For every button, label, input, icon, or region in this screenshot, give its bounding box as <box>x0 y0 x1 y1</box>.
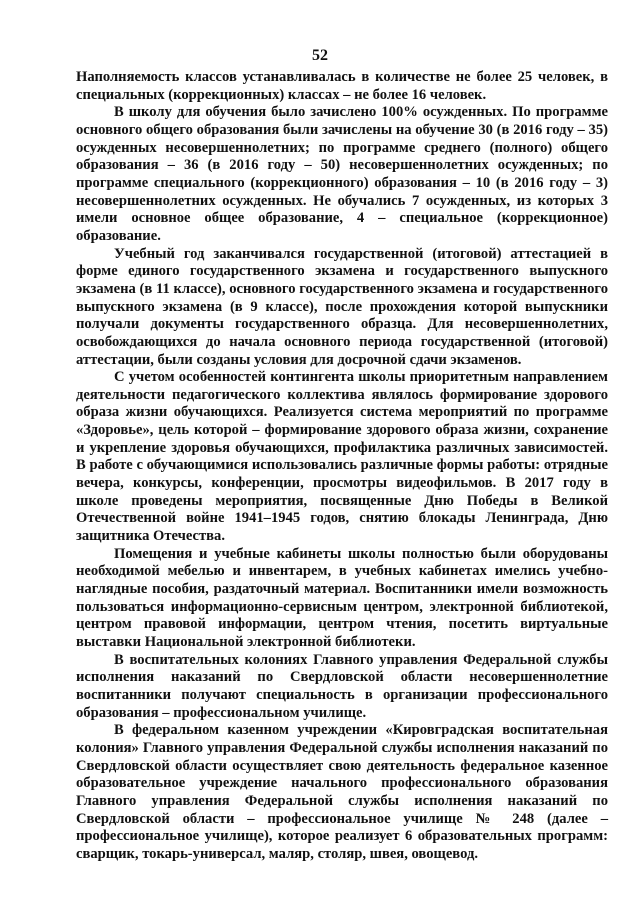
paragraph-vocational-training: В воспитательных колониях Главного управления Федеральной службы исполнения наказаний по Свердловской области несовершеннолетние воспитанники получают специальность в организации профессионального образования – профессиональном училище. <box>76 651 608 721</box>
paragraph-kirovgrad-colony: В федеральном казенном учреждении «Кировградская воспитательная колония» Главного управления Федеральной службы исполнения наказаний по Свердловской области осуществляет свою деятельность федеральное казенное образовательное учреждение начального профессионального образования Главного управления Федеральной службы исполнения наказаний по Свердловской области – профессиональное училище № 248 (далее – профессиональное училище), которое реализует 6 образовательных программ: сварщик, токарь-универсал, маляр, столяр, швея, овощевод. <box>76 722 608 862</box>
document-body <box>76 69 608 864</box>
paragraph-attestation: Учебный год заканчивался государственной (итоговой) аттестацией в форме единого государственного экзамена и государственного выпускного экзамена (в 11 классе), основного государственного экзамена и государственного выпускного экзамена (в 9 классе), после прохождения которой выпускники получали документы государственного образца. Для несовершеннолетних, освобождающихся до начала основного периода государственной (итоговой) аттестации, были созданы условия для досрочной сдачи экзаменов. <box>76 245 608 368</box>
paragraph-class-size: Наполняемость классов устанавливалась в количестве не более 25 человек, в специальных (коррекционных) классах – не более 16 человек. <box>76 69 608 103</box>
page-number: 52 <box>312 47 328 64</box>
paragraph-enrollment: В школу для обучения было зачислено 100% осужденных. По программе основного общего образования были зачислены на обучение 30 (в 2016 году – 35) осужденных несовершеннолетних; по программе среднего (полного) общего образования – 36 (в 2016 году – 50) несовершеннолетних осужденных; по программе специального (коррекционного) образования – 10 (в 2016 году – 3) несовершеннолетних осужденных. Не обучались 7 осужденных, из которых 3 имели основное общее образование, 4 – специальное (коррекционное) образование. <box>76 104 608 244</box>
paragraph-healthy-lifestyle: С учетом особенностей контингента школы приоритетным направлением деятельности педагогического коллектива являлось формирование здорового образа жизни обучающихся. Реализуется система мероприятий по программе «Здоровье», цель которой – формирование здорового образа жизни, сохранение и укрепление здоровья обучающихся, профилактика различных зависимостей. В работе с обучающимися использовались различные формы работы: отрядные вечера, конкурсы, конференции, просмотры видеофильмов. В 2017 году в школе проведены мероприятия, посвященные Дню Победы в Великой Отечественной войне 1941–1945 годов, снятию блокады Ленинграда, Дню защитника Отечества. <box>76 369 608 545</box>
paragraph-classroom-equipment: Помещения и учебные кабинеты школы полностью были оборудованы необходимой мебелью и инвентарем, в учебных кабинетах имелись учебно-наглядные пособия, раздаточный материал. Воспитанники имели возможность пользоваться информационно-сервисным центром, электронной библиотекой, центром правовой информации, центром чтения, посетить виртуальные выставки Национальной электронной библиотеки. <box>76 545 608 650</box>
